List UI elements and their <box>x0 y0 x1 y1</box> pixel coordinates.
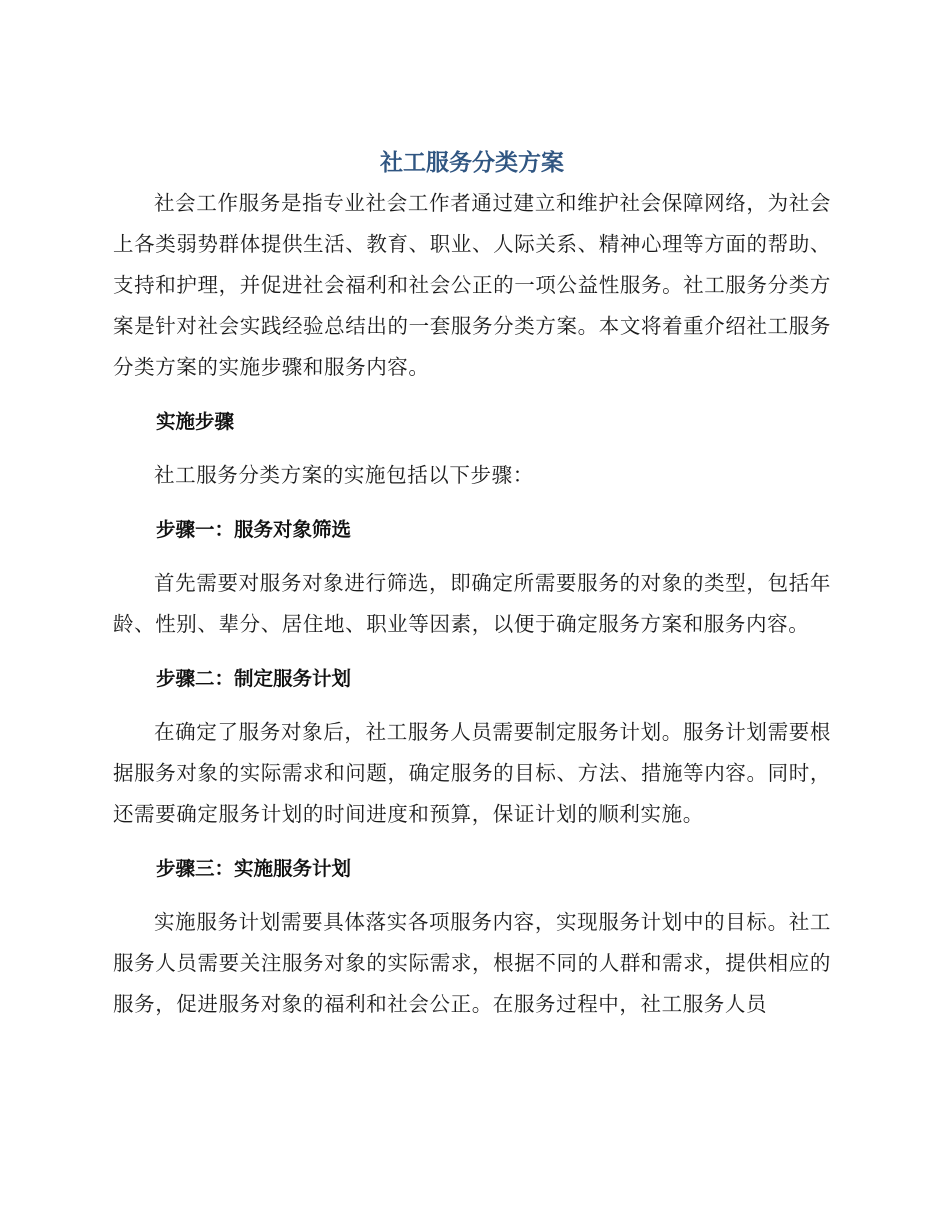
document-title: 社工服务分类方案 <box>380 150 564 176</box>
spacer <box>113 889 831 902</box>
document-content <box>113 143 831 1025</box>
step-1-paragraph: 首先需要对服务对象进行筛选，即确定所需要服务的对象的类型，包括年龄、性别、辈分、居住地、职业等因素，以便于确定服务方案和服务内容。 <box>113 571 831 636</box>
step-1-heading: 步骤一：服务对象筛选 <box>156 518 352 541</box>
step-2-heading: 步骤二：制定服务计划 <box>156 667 352 690</box>
step-2-paragraph: 在确定了服务对象后，社工服务人员需要制定服务计划。服务计划需要根据服务对象的实际需求和问题，确定服务的目标、方法、措施等内容。同时，还需要确定服务计划的时间进度和预算，保证计划的顺利实施。 <box>113 720 831 826</box>
intro-paragraph: 社会工作服务是指专业社会工作者通过建立和维护社会保障网络，为社会上各类弱势群体提供生活、教育、职业、人际关系、精神心理等方面的帮助、支持和护理，并促进社会福利和社会公正的一项公益性服务。社工服务分类方案是针对社会实践经验总结出的一套服务分类方案。本文将着重介绍社工服务分类方案的实施步骤和服务内容。 <box>113 191 831 379</box>
spacer <box>113 496 831 509</box>
spacer <box>113 442 831 455</box>
spacer <box>113 645 831 658</box>
spacer <box>113 835 831 848</box>
spacer <box>113 699 831 712</box>
section-intro-paragraph: 社工服务分类方案的实施包括以下步骤： <box>154 463 534 487</box>
section-heading: 实施步骤 <box>156 410 235 433</box>
spacer <box>113 550 831 563</box>
step-3-paragraph: 实施服务计划需要具体落实各项服务内容，实现服务计划中的目标。社工服务人员需要关注服务对象的实际需求，根据不同的人群和需求，提供相应的服务，促进服务对象的福利和社会公正。在服务过程中，社工服务人员 <box>113 910 831 1016</box>
step-3-heading: 步骤三：实施服务计划 <box>156 857 352 880</box>
spacer <box>113 388 831 401</box>
